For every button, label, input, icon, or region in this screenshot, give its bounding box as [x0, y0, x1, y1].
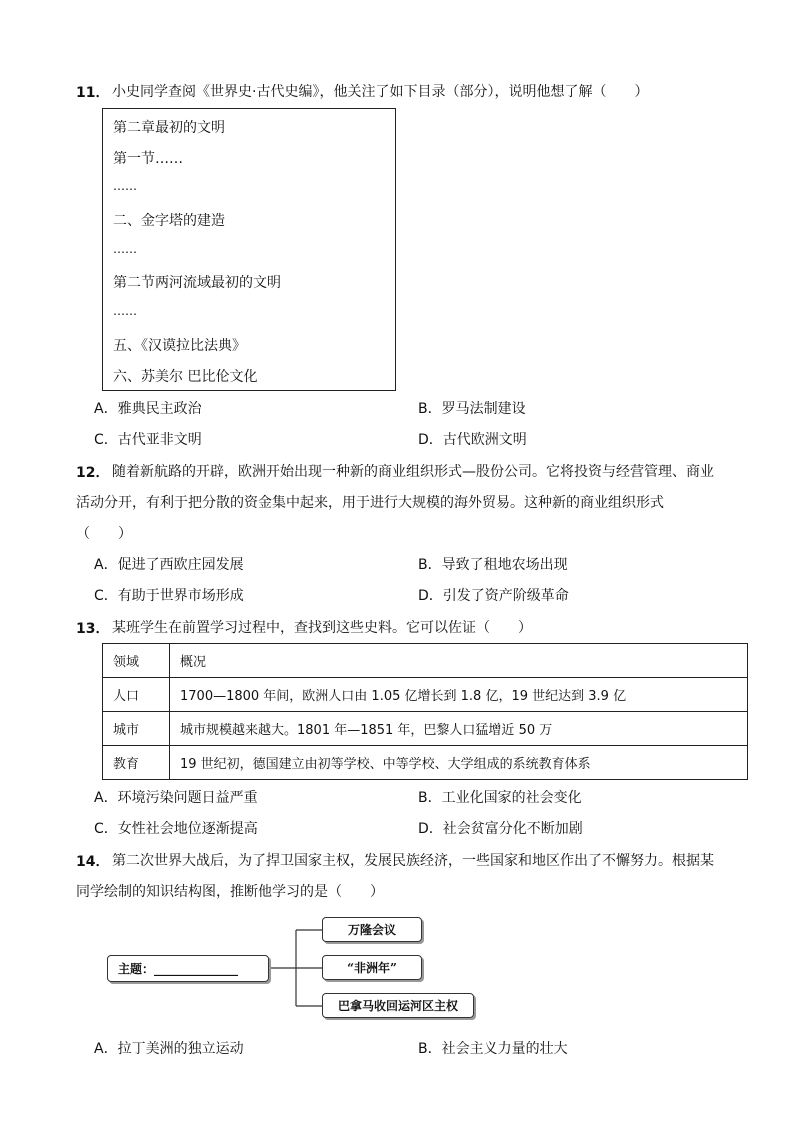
q12-option-a: A．促进了西欧庄园发展 — [94, 557, 244, 573]
toc-line: …… — [113, 242, 137, 256]
table-cell: 1700—1800 年间，欧洲人口由 1.05 亿增长到 1.8 亿，19 世纪达到 3.9 亿 — [170, 678, 748, 712]
toc-line: …… — [113, 179, 137, 193]
diagram-item-box: “非洲年” — [322, 955, 422, 980]
q14-number: 14． — [76, 854, 110, 870]
table-header-cell: 概况 — [170, 644, 748, 678]
q12-stem-line2: 活动分开，有利于把分散的资金集中起来，用于进行大规模的海外贸易。这种新的商业组织形式 — [76, 495, 664, 511]
table-cell: 城市 — [103, 712, 170, 746]
q13-number: 13． — [76, 621, 110, 637]
q14-option-a: A．拉丁美洲的独立运动 — [94, 1041, 244, 1057]
q11-option-d: D．古代欧洲文明 — [418, 432, 527, 448]
q14-option-b: B．社会主义力量的壮大 — [418, 1041, 568, 1057]
q12-stem-line1: 随着新航路的开辟，欧洲开始出现一种新的商业组织形式—股份公司。它将投资与经营管理、商业 — [112, 464, 714, 480]
diagram-topic-box: 主题：______________ — [107, 955, 269, 982]
q12-option-d: D．引发了资产阶级革命 — [418, 588, 569, 604]
toc-line: 六、苏美尔 巴比伦文化 — [113, 369, 258, 385]
diagram-item-box: 巴拿马收回运河区主权 — [322, 993, 474, 1018]
table-cell: 人口 — [103, 678, 170, 712]
q11-stem: 小史同学查阅《世界史·古代史编》，他关注了如下目录（部分），说明他想了解（ ） — [112, 84, 649, 100]
toc-line: 第二节两河流域最初的文明 — [113, 275, 281, 291]
table-cell: 城市规模越来越大。1801 年—1851 年，巴黎人口猛增近 50 万 — [170, 712, 748, 746]
q11-option-a: A．雅典民主政治 — [94, 401, 202, 417]
table-header-cell: 领域 — [103, 644, 170, 678]
q13-option-c: C．女性社会地位逐渐提高 — [94, 821, 258, 837]
q13-stem: 某班学生在前置学习过程中，查找到这些史料。它可以佐证（ ） — [112, 620, 532, 636]
table-cell: 教育 — [103, 746, 170, 780]
toc-line: 第一节…… — [113, 151, 183, 167]
table-cell: 19 世纪初，德国建立由初等学校、中等学校、大学组成的系统教育体系 — [170, 746, 748, 780]
q11-option-c: C．古代亚非文明 — [94, 432, 202, 448]
q12-stem-line3: （ ） — [76, 526, 132, 542]
diagram-item-box: 万隆会议 — [322, 917, 422, 942]
q13-option-b: B．工业化国家的社会变化 — [418, 790, 582, 806]
q12-option-c: C．有助于世界市场形成 — [94, 588, 244, 604]
toc-line: 第二章最初的文明 — [113, 120, 225, 136]
toc-line: 二、金字塔的建造 — [113, 213, 225, 229]
q13-option-a: A．环境污染问题日益严重 — [94, 790, 258, 806]
q13-option-d: D．社会贫富分化不断加剧 — [418, 821, 583, 837]
q11-number: 11． — [76, 85, 110, 101]
q14-stem-line2: 同学绘制的知识结构图，推断他学习的是（ ） — [76, 884, 384, 900]
q14-stem-line1: 第二次世界大战后，为了捍卫国家主权，发展民族经济，一些国家和地区作出了不懈努力。根据某 — [112, 853, 714, 869]
toc-line: 五、《汉谟拉比法典》 — [113, 338, 246, 354]
q11-option-b: B．罗马法制建设 — [418, 401, 526, 417]
q12-option-b: B．导致了租地农场出现 — [418, 557, 568, 573]
q12-number: 12． — [76, 465, 110, 481]
toc-line: …… — [113, 304, 137, 318]
